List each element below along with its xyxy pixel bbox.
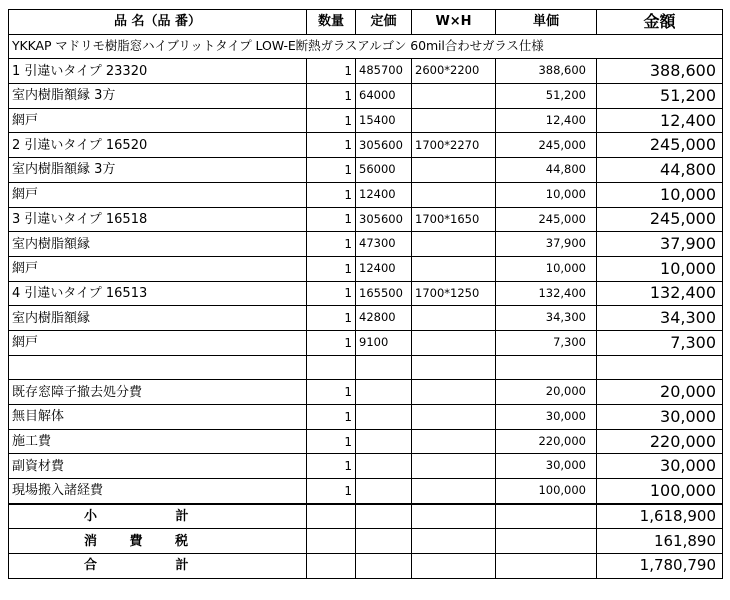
- header-row: [9, 10, 723, 35]
- header-amount: 金額: [597, 10, 723, 35]
- item-size: [412, 232, 496, 257]
- item-name: 現場搬入諸経費: [9, 479, 307, 504]
- item-qty: 1: [307, 479, 356, 504]
- table-row: [9, 59, 723, 84]
- item-amount: 100,000: [597, 479, 723, 504]
- empty-cell: [412, 529, 496, 554]
- item-unit-price: 388,600: [496, 59, 597, 84]
- item-qty: 1: [307, 232, 356, 257]
- item-name: 網戸: [9, 182, 307, 207]
- item-amount: 132,400: [597, 281, 723, 306]
- item-qty: 1: [307, 306, 356, 331]
- item-amount: 10,000: [597, 182, 723, 207]
- item-unit-price: 30,000: [496, 405, 597, 430]
- item-unit-price: 44,800: [496, 158, 597, 183]
- item-size: 2600*2200: [412, 59, 496, 84]
- item-size: [412, 429, 496, 454]
- item-unit-price: 51,200: [496, 84, 597, 109]
- empty-cell: [496, 529, 597, 554]
- total-amount: 1,618,900: [597, 504, 723, 529]
- item-qty: [307, 355, 356, 380]
- item-qty: 1: [307, 108, 356, 133]
- empty-cell: [496, 504, 597, 529]
- item-name: 既存窓障子撤去処分費: [9, 380, 307, 405]
- item-qty: 1: [307, 158, 356, 183]
- item-list-price: 305600: [356, 207, 412, 232]
- item-unit-price: 245,000: [496, 133, 597, 158]
- item-size: [412, 355, 496, 380]
- item-unit-price: 20,000: [496, 380, 597, 405]
- item-amount: 12,400: [597, 108, 723, 133]
- item-unit-price: 10,000: [496, 182, 597, 207]
- table-row: [9, 405, 723, 430]
- table-row: [9, 330, 723, 355]
- item-unit-price: 245,000: [496, 207, 597, 232]
- empty-cell: [307, 504, 356, 529]
- item-name: 1 引違いタイプ 23320: [9, 59, 307, 84]
- table-row: [9, 380, 723, 405]
- item-amount: 44,800: [597, 158, 723, 183]
- item-amount: 30,000: [597, 454, 723, 479]
- table-row: [9, 479, 723, 504]
- header-unit-price: 単価: [496, 10, 597, 35]
- item-size: [412, 306, 496, 331]
- item-name: 網戸: [9, 256, 307, 281]
- item-list-price: 42800: [356, 306, 412, 331]
- empty-cell: [356, 554, 412, 579]
- item-amount: 30,000: [597, 405, 723, 430]
- table-row: [9, 133, 723, 158]
- item-unit-price: 7,300: [496, 330, 597, 355]
- empty-cell: [412, 554, 496, 579]
- estimate-table: [8, 9, 723, 579]
- item-amount: 388,600: [597, 59, 723, 84]
- table-row: [9, 256, 723, 281]
- table-row: [9, 232, 723, 257]
- item-size: [412, 380, 496, 405]
- table-row: [9, 281, 723, 306]
- item-amount: 34,300: [597, 306, 723, 331]
- item-size: 1700*2270: [412, 133, 496, 158]
- item-size: 1700*1250: [412, 281, 496, 306]
- item-list-price: 485700: [356, 59, 412, 84]
- item-qty: 1: [307, 207, 356, 232]
- item-qty: 1: [307, 429, 356, 454]
- table-row: [9, 454, 723, 479]
- item-name: 3 引違いタイプ 16518: [9, 207, 307, 232]
- item-qty: 1: [307, 281, 356, 306]
- table-row: [9, 158, 723, 183]
- total-row: [9, 554, 723, 579]
- item-qty: 1: [307, 330, 356, 355]
- header-qty: 数量: [307, 10, 356, 35]
- item-size: [412, 182, 496, 207]
- item-qty: 1: [307, 84, 356, 109]
- item-name: 無目解体: [9, 405, 307, 430]
- spec-line: YKKAP マドリモ樹脂窓ハイブリットタイプ LOW-E断熱ガラスアルゴン 60mil合わせガラス仕様: [9, 34, 723, 59]
- item-list-price: [356, 355, 412, 380]
- totals: [9, 504, 723, 579]
- item-size: [412, 330, 496, 355]
- item-amount: 20,000: [597, 380, 723, 405]
- item-list-price: [356, 380, 412, 405]
- item-unit-price: 12,400: [496, 108, 597, 133]
- item-unit-price: 30,000: [496, 454, 597, 479]
- table-row: [9, 84, 723, 109]
- line-items: [9, 34, 723, 504]
- item-qty: 1: [307, 454, 356, 479]
- total-label: 小 計: [84, 509, 189, 525]
- empty-cell: [356, 504, 412, 529]
- item-name: 室内樹脂額縁 3方: [9, 84, 307, 109]
- total-label-cell: [9, 504, 307, 529]
- item-qty: 1: [307, 256, 356, 281]
- item-unit-price: [496, 355, 597, 380]
- item-qty: 1: [307, 405, 356, 430]
- item-amount: 245,000: [597, 207, 723, 232]
- header-item: 品 名（品 番）: [9, 10, 307, 35]
- item-name: 4 引違いタイプ 16513: [9, 281, 307, 306]
- item-name: 施工費: [9, 429, 307, 454]
- item-size: 1700*1650: [412, 207, 496, 232]
- table-row: [9, 355, 723, 380]
- item-amount: [597, 355, 723, 380]
- item-list-price: 305600: [356, 133, 412, 158]
- item-amount: 10,000: [597, 256, 723, 281]
- item-size: [412, 256, 496, 281]
- item-size: [412, 84, 496, 109]
- total-label: 合 計: [84, 558, 189, 574]
- item-unit-price: 100,000: [496, 479, 597, 504]
- item-list-price: 64000: [356, 84, 412, 109]
- item-amount: 245,000: [597, 133, 723, 158]
- item-size: [412, 454, 496, 479]
- empty-cell: [307, 529, 356, 554]
- item-unit-price: 34,300: [496, 306, 597, 331]
- item-list-price: [356, 479, 412, 504]
- item-size: [412, 108, 496, 133]
- total-label-cell: [9, 554, 307, 579]
- empty-cell: [356, 529, 412, 554]
- empty-cell: [307, 554, 356, 579]
- header-list-price: 定価: [356, 10, 412, 35]
- total-amount: 161,890: [597, 529, 723, 554]
- item-qty: 1: [307, 182, 356, 207]
- item-qty: 1: [307, 133, 356, 158]
- header-size: W×H: [412, 10, 496, 35]
- total-label: 消 費 税: [84, 533, 189, 549]
- item-amount: 37,900: [597, 232, 723, 257]
- item-list-price: 165500: [356, 281, 412, 306]
- item-name: 室内樹脂額縁 3方: [9, 158, 307, 183]
- item-list-price: 12400: [356, 256, 412, 281]
- item-list-price: 12400: [356, 182, 412, 207]
- item-list-price: [356, 429, 412, 454]
- item-name: 室内樹脂額縁: [9, 232, 307, 257]
- table-row: [9, 429, 723, 454]
- item-unit-price: 220,000: [496, 429, 597, 454]
- item-qty: 1: [307, 59, 356, 84]
- total-row: [9, 529, 723, 554]
- table-row: [9, 182, 723, 207]
- table-row: [9, 207, 723, 232]
- item-unit-price: 37,900: [496, 232, 597, 257]
- item-amount: 220,000: [597, 429, 723, 454]
- item-list-price: 15400: [356, 108, 412, 133]
- empty-cell: [412, 504, 496, 529]
- item-size: [412, 158, 496, 183]
- total-amount: 1,780,790: [597, 554, 723, 579]
- item-name: 網戸: [9, 108, 307, 133]
- empty-cell: [496, 554, 597, 579]
- total-row: [9, 504, 723, 529]
- item-amount: 51,200: [597, 84, 723, 109]
- item-list-price: 56000: [356, 158, 412, 183]
- spec-row: [9, 34, 723, 59]
- item-size: [412, 479, 496, 504]
- item-qty: 1: [307, 380, 356, 405]
- item-size: [412, 405, 496, 430]
- item-list-price: 47300: [356, 232, 412, 257]
- item-name: 網戸: [9, 330, 307, 355]
- item-name: 副資材費: [9, 454, 307, 479]
- item-amount: 7,300: [597, 330, 723, 355]
- total-label-cell: [9, 529, 307, 554]
- item-unit-price: 10,000: [496, 256, 597, 281]
- item-list-price: [356, 405, 412, 430]
- item-name: [9, 355, 307, 380]
- item-unit-price: 132,400: [496, 281, 597, 306]
- table-row: [9, 306, 723, 331]
- item-name: 室内樹脂額縁: [9, 306, 307, 331]
- item-list-price: [356, 454, 412, 479]
- table-row: [9, 108, 723, 133]
- item-name: 2 引違いタイプ 16520: [9, 133, 307, 158]
- item-list-price: 9100: [356, 330, 412, 355]
